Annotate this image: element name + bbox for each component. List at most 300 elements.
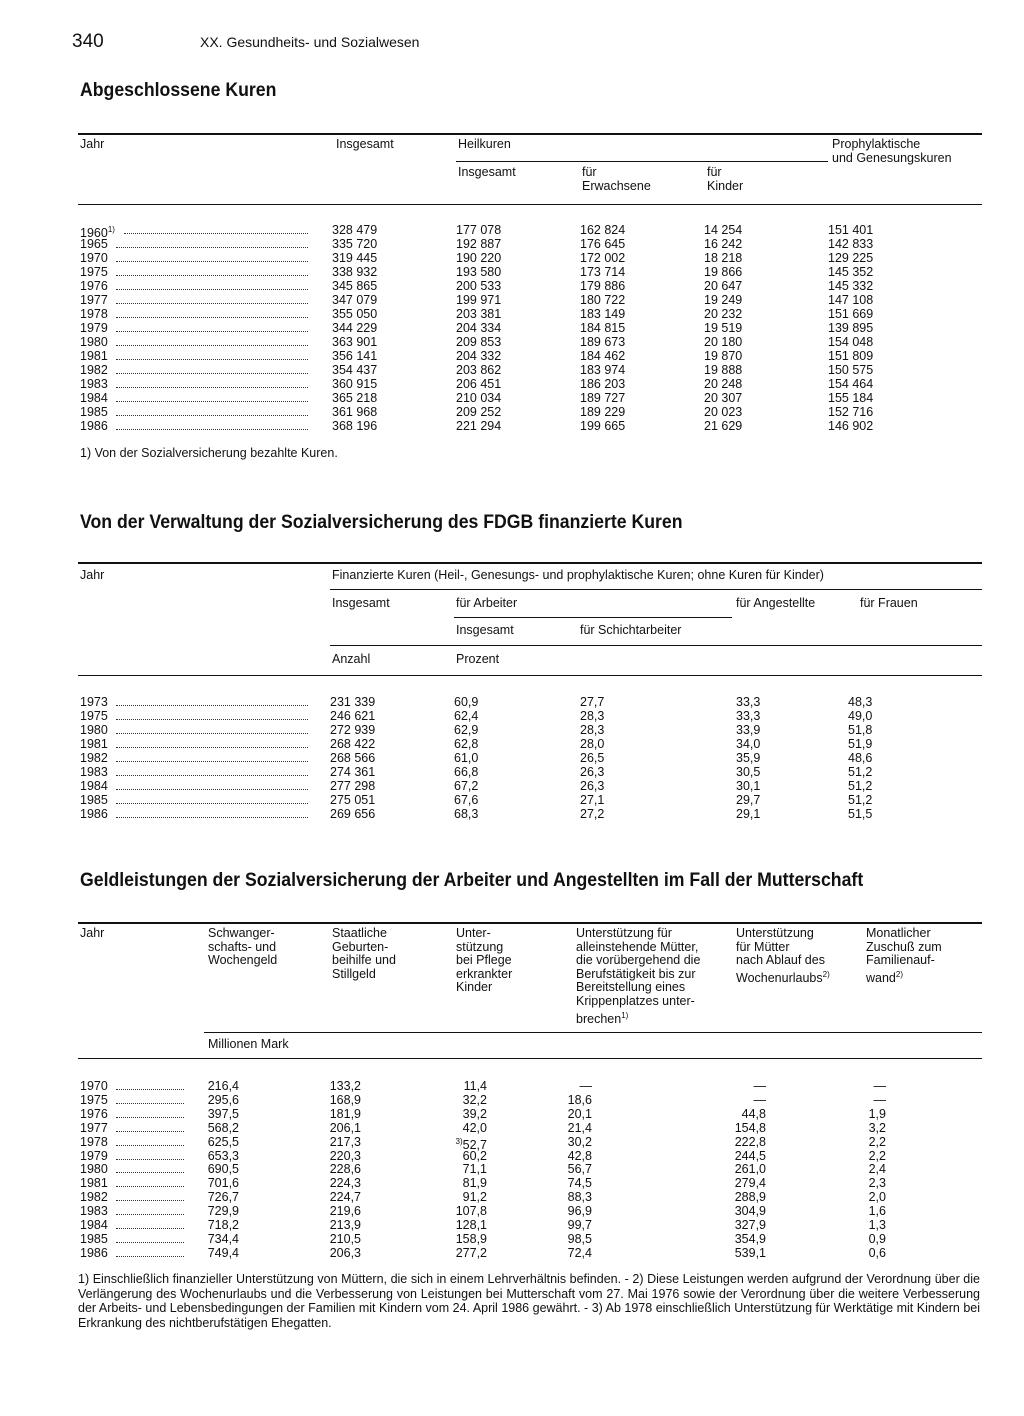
cell-schwangerschaftsgeld: 568,2 (207, 1120, 239, 1135)
cell-kinder: 20 647 (704, 279, 743, 293)
cell-schichtarbeiter: 26,3 (580, 765, 605, 779)
leader-dots (116, 1242, 184, 1243)
cell-prophylaktische: 145 352 (828, 265, 874, 279)
leader-dots (116, 1214, 184, 1215)
cell-alleinstehende-muetter: 72,4 (567, 1245, 592, 1260)
row-year: 1979 (80, 1148, 108, 1163)
cell-frauen: 51,9 (848, 737, 873, 751)
cell-schwangerschaftsgeld: 295,6 (207, 1092, 239, 1107)
leader-dots (124, 233, 308, 234)
cell-kinder: 20 248 (704, 377, 743, 391)
cell-geburtenbeihilfe: 181,9 (329, 1106, 361, 1121)
leader-dots (116, 775, 308, 776)
leader-dots (116, 247, 308, 248)
table1-head-prophylaktische-1: Prophylaktische (832, 137, 921, 151)
table2-head-angestellte: für Angestellte (736, 596, 816, 610)
footnote-marker: 1) (621, 1010, 629, 1020)
row-year: 1986 (80, 1245, 108, 1260)
cell-alleinstehende-muetter: 99,7 (567, 1218, 592, 1232)
cell-schwangerschaftsgeld: 718,2 (207, 1218, 239, 1232)
cell-insgesamt: 274 361 (330, 765, 376, 779)
cell-kinder: 21 629 (704, 419, 743, 433)
cell-erwachsene: 172 002 (580, 251, 626, 265)
cell-frauen: 51,5 (848, 807, 873, 821)
leader-dots (116, 373, 308, 374)
leader-dots (116, 401, 308, 402)
table2-head-jahr: Jahr (80, 568, 105, 582)
table3-unit-rule (204, 1032, 982, 1033)
cell-angestellte: 33,3 (736, 695, 761, 709)
cell-nach-wochenurlaub: 288,9 (734, 1190, 766, 1205)
table1-head-heil-insgesamt: Insgesamt (458, 165, 516, 179)
cell-prophylaktische: 146 902 (828, 419, 874, 433)
cell-familienaufwand: 2,3 (868, 1176, 886, 1191)
table3-head-c2-line: Geburten- (332, 939, 389, 954)
cell-erwachsene: 186 203 (580, 377, 626, 391)
cell-insgesamt: 246 621 (330, 709, 376, 723)
cell-prophylaktische: 145 332 (828, 279, 874, 293)
cell-insgesamt: 338 932 (332, 265, 378, 279)
cell-familienaufwand: 1,3 (868, 1218, 886, 1232)
cell-nach-wochenurlaub: — (753, 1092, 766, 1107)
cell-arbeiter-insgesamt: 61,0 (454, 751, 479, 765)
cell-nach-wochenurlaub: 279,4 (734, 1176, 766, 1191)
cell-nach-wochenurlaub: 539,1 (734, 1245, 766, 1260)
row-year: 1984 (80, 779, 108, 793)
leader-dots (116, 1089, 184, 1090)
leader-dots (116, 289, 308, 290)
cell-schwangerschaftsgeld: 653,3 (207, 1148, 239, 1163)
table3-head-c4-line: Berufstätigkeit bis zur (576, 966, 696, 981)
leader-dots (116, 761, 308, 762)
cell-pflege-kinder: 71,1 (462, 1162, 487, 1177)
leader-dots (116, 1172, 184, 1173)
leader-dots (116, 387, 308, 388)
cell-frauen: 49,0 (848, 709, 873, 723)
cell-kinder: 20 180 (704, 335, 743, 349)
row-year: 1965 (80, 237, 108, 251)
leader-dots (116, 345, 308, 346)
cell-prophylaktische: 152 716 (828, 405, 874, 419)
cell-nach-wochenurlaub: 244,5 (734, 1148, 766, 1163)
cell-insgesamt: 355 050 (332, 307, 378, 321)
row-year: 1981 (80, 737, 108, 751)
cell-insgesamt: 356 141 (332, 349, 378, 363)
cell-prophylaktische: 142 833 (828, 237, 874, 251)
cell-pflege-kinder: 91,2 (462, 1190, 487, 1205)
cell-heil-insgesamt: 203 862 (456, 363, 502, 377)
cell-insgesamt: 272 939 (330, 723, 376, 737)
row-year: 1981 (80, 1176, 108, 1191)
table1-heilkuren-rule (456, 161, 828, 162)
table1-head-kinder-2: Kinder (707, 179, 744, 193)
cell-schichtarbeiter: 27,7 (580, 695, 605, 709)
table1-footnote: 1) Von der Sozialversicherung bezahlte Kuren. (80, 446, 338, 460)
cell-schichtarbeiter: 27,2 (580, 807, 605, 821)
table1-head-heilkuren: Heilkuren (458, 137, 511, 151)
cell-erwachsene: 180 722 (580, 293, 626, 307)
leader-dots (116, 415, 308, 416)
table3-head-c3-line: stützung (456, 939, 504, 954)
cell-frauen: 51,2 (848, 765, 873, 779)
table2-head-prozent: Prozent (456, 652, 500, 666)
row-year: 1975 (80, 1092, 108, 1107)
cell-pflege-kinder: 128,1 (455, 1218, 487, 1232)
cell-familienaufwand: — (873, 1079, 886, 1093)
cell-nach-wochenurlaub: — (753, 1079, 766, 1093)
cell-geburtenbeihilfe: 213,9 (329, 1218, 361, 1232)
row-year: 1978 (80, 1134, 108, 1149)
cell-alleinstehende-muetter: 96,9 (567, 1204, 592, 1219)
table3-head-c5-line: für Mütter (736, 939, 790, 954)
cell-alleinstehende-muetter: 42,8 (567, 1148, 592, 1163)
cell-erwachsene: 179 886 (580, 279, 626, 293)
cell-prophylaktische: 129 225 (828, 251, 874, 265)
cell-kinder: 16 242 (704, 237, 743, 251)
table1-title: Abgeschlossene Kuren (80, 80, 277, 101)
table3-head-c4-line: die vorübergehend die (576, 953, 701, 968)
cell-schwangerschaftsgeld: 690,5 (207, 1162, 239, 1177)
cell-pflege-kinder: 158,9 (455, 1231, 487, 1246)
page-number: 340 (72, 31, 104, 52)
row-year: 1985 (80, 1231, 108, 1246)
cell-arbeiter-insgesamt: 60,9 (454, 695, 479, 709)
footnote-marker: 1) (107, 225, 115, 234)
leader-dots (116, 789, 308, 790)
cell-schwangerschaftsgeld: 729,9 (207, 1204, 239, 1219)
cell-heil-insgesamt: 200 533 (456, 279, 502, 293)
table3-head-c4-line: Unterstützung für (576, 926, 672, 940)
cell-kinder: 20 023 (704, 405, 743, 419)
cell-insgesamt: 319 445 (332, 251, 378, 265)
cell-kinder: 20 307 (704, 391, 743, 405)
cell-alleinstehende-muetter: 18,6 (567, 1092, 592, 1107)
table3-head-c1-line: Wochengeld (208, 953, 278, 968)
row-year: 1978 (80, 307, 108, 321)
leader-dots (116, 1103, 184, 1104)
row-year: 1984 (80, 391, 108, 405)
row-year: 1981 (80, 349, 108, 363)
cell-insgesamt: 347 079 (332, 293, 378, 307)
cell-familienaufwand: 1,9 (868, 1106, 886, 1121)
cell-prophylaktische: 147 108 (828, 293, 874, 307)
row-year: 1973 (80, 695, 108, 709)
cell-geburtenbeihilfe: 224,7 (329, 1190, 361, 1205)
cell-insgesamt: 275 051 (330, 793, 376, 807)
cell-schwangerschaftsgeld: 726,7 (207, 1190, 239, 1205)
cell-geburtenbeihilfe: 210,5 (329, 1231, 361, 1246)
cell-prophylaktische: 151 669 (828, 307, 874, 321)
cell-angestellte: 29,7 (736, 793, 761, 807)
cell-insgesamt: 344 229 (332, 321, 378, 335)
leader-dots (116, 1256, 184, 1257)
cell-erwachsene: 189 727 (580, 391, 626, 405)
cell-heil-insgesamt: 177 078 (456, 223, 502, 237)
leader-dots (116, 705, 308, 706)
cell-alleinstehende-muetter: 74,5 (567, 1176, 592, 1191)
cell-insgesamt: 335 720 (332, 237, 378, 251)
row-year: 1985 (80, 793, 108, 807)
table2-head-arb-insgesamt: Insgesamt (456, 623, 514, 637)
table1-head-erwachsene-2: Erwachsene (582, 179, 651, 193)
row-year: 1984 (80, 1218, 108, 1232)
cell-schwangerschaftsgeld: 749,4 (207, 1245, 239, 1260)
cell-pflege-kinder: 81,9 (462, 1176, 487, 1191)
leader-dots (116, 733, 308, 734)
table1-head-kinder-1: für (707, 165, 722, 179)
table3-title: Geldleistungen der Sozialversicherung der Arbeiter und Angestellten im Fall der Mutterschaft (80, 870, 864, 891)
table3-head-c5-line: Wochenurlaubs$^{2)}$ (736, 969, 830, 985)
table3-head-rule (78, 1058, 982, 1059)
row-year: 1970 (80, 1079, 108, 1093)
leader-dots (116, 1200, 184, 1201)
table3-head-c4-line: alleinstehende Mütter, (576, 939, 699, 954)
cell-heil-insgesamt: 190 220 (456, 251, 502, 265)
cell-pflege-kinder: 11,4 (463, 1079, 487, 1093)
table3-top-rule (78, 922, 982, 924)
cell-insgesamt: 345 865 (332, 279, 378, 293)
cell-nach-wochenurlaub: 354,9 (734, 1231, 766, 1246)
table2-title: Von der Verwaltung der Sozialversicherung des FDGB finanzierte Kuren (80, 512, 683, 533)
row-year: 1982 (80, 363, 108, 377)
cell-insgesamt: 365 218 (332, 391, 378, 405)
cell-kinder: 19 888 (704, 363, 743, 377)
cell-alleinstehende-muetter: 21,4 (567, 1120, 592, 1135)
leader-dots (116, 1186, 184, 1187)
row-year: 1980 (80, 723, 108, 737)
cell-alleinstehende-muetter: 56,7 (567, 1162, 592, 1177)
table3-head-c4-line: Krippenplatzes unter- (576, 994, 695, 1008)
cell-schichtarbeiter: 27,1 (580, 793, 605, 807)
cell-heil-insgesamt: 192 887 (456, 237, 502, 251)
table2-head-schichtarbeiter: für Schichtarbeiter (580, 623, 682, 637)
row-year: 1983 (80, 1204, 108, 1219)
cell-nach-wochenurlaub: 154,8 (734, 1120, 766, 1135)
cell-familienaufwand: 2,2 (868, 1134, 886, 1149)
cell-pflege-kinder: 60,2 (462, 1148, 487, 1163)
cell-schichtarbeiter: 26,3 (580, 779, 605, 793)
table3-head-c3-line: Kinder (456, 980, 493, 995)
cell-familienaufwand: 1,6 (868, 1204, 886, 1219)
table3-head-c5-line: Unterstützung (736, 926, 814, 940)
cell-insgesamt: 368 196 (332, 419, 378, 433)
cell-heil-insgesamt: 204 334 (456, 321, 502, 335)
cell-insgesamt: 268 566 (330, 751, 376, 765)
cell-insgesamt: 269 656 (330, 807, 376, 821)
cell-geburtenbeihilfe: 228,6 (329, 1162, 361, 1177)
cell-insgesamt: 277 298 (330, 779, 376, 793)
cell-alleinstehende-muetter: 20,1 (567, 1106, 592, 1121)
cell-prophylaktische: 155 184 (828, 391, 874, 405)
table2-head-frauen: für Frauen (860, 596, 918, 610)
cell-schichtarbeiter: 26,5 (580, 751, 605, 765)
cell-erwachsene: 189 673 (580, 335, 626, 349)
table2-head-anzahl: Anzahl (332, 652, 371, 666)
cell-erwachsene: 189 229 (580, 405, 626, 419)
cell-kinder: 14 254 (704, 223, 743, 237)
cell-heil-insgesamt: 209 252 (456, 405, 502, 419)
running-head: XX. Gesundheits- und Sozialwesen (200, 34, 420, 50)
cell-arbeiter-insgesamt: 66,8 (454, 765, 479, 779)
cell-insgesamt: 328 479 (332, 223, 378, 237)
cell-erwachsene: 199 665 (580, 419, 626, 433)
table3-head-c6-line: Monatlicher (866, 926, 931, 940)
table2-head-arbeiter: für Arbeiter (456, 596, 518, 610)
cell-familienaufwand: 3,2 (868, 1120, 886, 1135)
table3-head-jahr: Jahr (80, 926, 105, 940)
cell-prophylaktische: 154 464 (828, 377, 874, 391)
cell-erwachsene: 183 974 (580, 363, 626, 377)
leader-dots (116, 359, 308, 360)
cell-pflege-kinder: 32,2 (462, 1092, 487, 1107)
cell-schwangerschaftsgeld: 216,4 (207, 1079, 239, 1093)
cell-prophylaktische: 150 575 (828, 363, 874, 377)
table3-head-c3-line: bei Pflege (456, 953, 512, 968)
leader-dots (116, 747, 308, 748)
row-year: 1980 (80, 335, 108, 349)
cell-alleinstehende-muetter: — (579, 1079, 592, 1093)
cell-nach-wochenurlaub: 44,8 (741, 1106, 766, 1121)
cell-frauen: 51,8 (848, 723, 873, 737)
cell-angestellte: 30,5 (736, 765, 761, 779)
cell-frauen: 51,2 (848, 793, 873, 807)
row-year: 1983 (80, 765, 108, 779)
cell-geburtenbeihilfe: 220,3 (329, 1148, 361, 1163)
cell-geburtenbeihilfe: 206,1 (329, 1120, 361, 1135)
table3-head-c6-line: Zuschuß zum (866, 939, 942, 954)
cell-geburtenbeihilfe: 217,3 (329, 1134, 361, 1149)
row-year: 1982 (80, 1190, 108, 1205)
cell-angestellte: 30,1 (736, 779, 761, 793)
cell-erwachsene: 184 462 (580, 349, 626, 363)
leader-dots (116, 1228, 184, 1229)
leader-dots (116, 303, 308, 304)
leader-dots (116, 803, 308, 804)
table3-head-c5-line: nach Ablauf des (736, 953, 825, 968)
cell-arbeiter-insgesamt: 68,3 (454, 807, 479, 821)
cell-schwangerschaftsgeld: 397,5 (207, 1106, 239, 1121)
cell-familienaufwand: 2,0 (868, 1190, 886, 1205)
row-year: 1976 (80, 279, 108, 293)
row-year: 1976 (80, 1106, 108, 1121)
cell-insgesamt: 363 901 (332, 335, 378, 349)
cell-insgesamt: 268 422 (330, 737, 376, 751)
leader-dots (116, 1145, 184, 1146)
table1-head-insgesamt: Insgesamt (336, 137, 394, 151)
footnote-marker: 2) (895, 969, 904, 979)
row-year: 1986 (80, 807, 108, 821)
cell-frauen: 48,6 (848, 751, 873, 765)
cell-prophylaktische: 151 809 (828, 349, 874, 363)
cell-frauen: 51,2 (848, 779, 873, 793)
cell-kinder: 19 870 (704, 349, 743, 363)
cell-arbeiter-insgesamt: 67,2 (454, 779, 479, 793)
leader-dots (116, 317, 308, 318)
cell-erwachsene: 162 824 (580, 223, 626, 237)
cell-heil-insgesamt: 209 853 (456, 335, 502, 349)
table3-head-unit: Millionen Mark (208, 1037, 289, 1051)
leader-dots (116, 1159, 184, 1160)
table3-footnote: 1) Einschließlich finanzieller Unterstützung von Müttern, die sich in einem Lehrverhältnis befinden. - 2) Diese Leistungen werden aufgrund der Verordnung über die Verlängerung des Wochenurlaubs und die Verbesserung von Leistungen bei Mutterschaft vom 27. Mai 1976 sowie der Verordnung über die weitere Verbesserung der Arbeits- und Lebensbedingungen der Familien mit Kindern vom 24. April 1986 gewährt. - 3) Ab 1978 einschließlich Unterstützung für Werktätige mit Kindern bei Erkrankung des nichtberufstätigen Ehegatten. (78, 1272, 980, 1330)
cell-arbeiter-insgesamt: 62,4 (454, 709, 479, 723)
cell-schichtarbeiter: 28,0 (580, 737, 605, 751)
cell-alleinstehende-muetter: 30,2 (567, 1134, 592, 1149)
cell-schwangerschaftsgeld: 625,5 (207, 1134, 239, 1149)
table3-head-c1-line: schafts- und (208, 939, 277, 954)
leader-dots (116, 261, 308, 262)
cell-heil-insgesamt: 203 381 (456, 307, 502, 321)
cell-arbeiter-insgesamt: 62,8 (454, 737, 479, 751)
cell-heil-insgesamt: 199 971 (456, 293, 502, 307)
table3-head-c1-line: Schwanger- (208, 926, 275, 940)
cell-geburtenbeihilfe: 219,6 (329, 1204, 361, 1219)
cell-geburtenbeihilfe: 133,2 (329, 1079, 361, 1093)
cell-kinder: 19 519 (704, 321, 743, 335)
table2-unit-rule (330, 645, 982, 646)
leader-dots (116, 429, 308, 430)
row-year: 1977 (80, 1120, 108, 1135)
table3-head-c4-line: Bereitstellung eines (576, 980, 686, 995)
row-year: 1960$^{1)}$ (80, 225, 115, 241)
cell-heil-insgesamt: 206 451 (456, 377, 502, 391)
cell-kinder: 20 232 (704, 307, 743, 321)
table1-head-rule (78, 204, 982, 205)
cell-heil-insgesamt: 210 034 (456, 391, 502, 405)
table3-head-c2-line: beihilfe und (332, 953, 396, 968)
table3-head-c2-line: Stillgeld (332, 966, 376, 981)
row-year: 1970 (80, 251, 108, 265)
cell-familienaufwand: 0,9 (868, 1231, 886, 1246)
cell-schichtarbeiter: 28,3 (580, 709, 605, 723)
cell-arbeiter-insgesamt: 67,6 (454, 793, 479, 807)
row-year: 1986 (80, 419, 108, 433)
cell-familienaufwand: 2,4 (868, 1162, 886, 1177)
table1-head-erwachsene-1: für (582, 165, 597, 179)
cell-schwangerschaftsgeld: 701,6 (207, 1176, 239, 1191)
leader-dots (116, 1131, 184, 1132)
cell-insgesamt: 360 915 (332, 377, 378, 391)
cell-angestellte: 33,3 (736, 709, 761, 723)
leader-dots (116, 719, 308, 720)
table3-head-c6-line: wand$^{2)}$ (866, 969, 904, 985)
cell-erwachsene: 173 714 (580, 265, 626, 279)
table3-head-c3-line: erkrankter (456, 966, 513, 981)
cell-erwachsene: 176 645 (580, 237, 626, 251)
cell-frauen: 48,3 (848, 695, 873, 709)
cell-familienaufwand: 0,6 (868, 1245, 886, 1260)
table3-head-c4-line: brechen$^{1)}$ (576, 1010, 629, 1026)
table1-head-prophylaktische-2: und Genesungskuren (832, 151, 952, 165)
row-year: 1982 (80, 751, 108, 765)
table1-head-jahr: Jahr (80, 137, 105, 151)
table3-head-c6-line: Familienauf- (866, 953, 935, 968)
cell-nach-wochenurlaub: 261,0 (734, 1162, 766, 1177)
cell-angestellte: 34,0 (736, 737, 761, 751)
table3-head-c3-line: Unter- (456, 926, 491, 940)
cell-pflege-kinder: 107,8 (455, 1204, 487, 1219)
cell-nach-wochenurlaub: 222,8 (734, 1134, 766, 1149)
table3-head-c2-line: Staatliche (332, 926, 387, 940)
cell-erwachsene: 184 815 (580, 321, 626, 335)
table2-head-rule (78, 675, 982, 676)
cell-familienaufwand: 2,2 (868, 1148, 886, 1163)
leader-dots (116, 817, 308, 818)
cell-prophylaktische: 139 895 (828, 321, 874, 335)
cell-insgesamt: 231 339 (330, 695, 376, 709)
cell-kinder: 19 249 (704, 293, 743, 307)
cell-arbeiter-insgesamt: 62,9 (454, 723, 479, 737)
cell-angestellte: 35,9 (736, 751, 761, 765)
